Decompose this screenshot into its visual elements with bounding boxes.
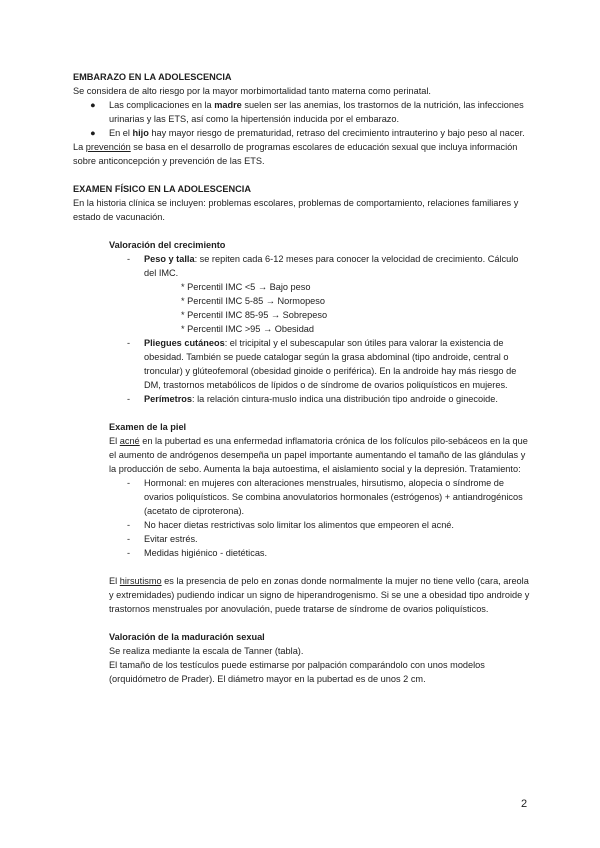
examen-intro: En la historia clínica se incluyen: problemas escolares, problemas de comportamiento, relaciones familiares y estado de vacunación. xyxy=(73,198,519,222)
section-heading-examen: EXAMEN FÍSICO EN LA ADOLESCENCIA xyxy=(73,184,251,194)
dash-marker: - xyxy=(127,254,131,264)
dash-marker: - xyxy=(127,394,131,404)
page-number: 2 xyxy=(521,798,528,810)
dash-marker: - xyxy=(127,478,131,488)
acne-underlined: acné xyxy=(119,436,140,446)
dash-marker: - xyxy=(127,520,131,530)
dash-marker: - xyxy=(127,338,131,348)
percentile-line: * Percentil IMC >95 → Obesidad xyxy=(181,324,315,334)
subheading-piel: Examen de la piel xyxy=(109,422,187,432)
dash-marker: - xyxy=(127,548,131,558)
bullet-item: ● En el hijo hay mayor riesgo de prematuridad, retraso del crecimiento intrauterino y bajo peso al nacer. xyxy=(90,128,525,138)
hirsutismo-underlined: hirsutismo xyxy=(119,576,162,586)
bullet-item: ● Las complicaciones en la madre suelen ser las anemias, los trastornos de la nutrición, las infecciones urinarias y las ETS, así como la hipertensión inducida por el embarazo. xyxy=(90,100,524,124)
percentile-line: * Percentil IMC 5-85 → Normopeso xyxy=(181,296,325,306)
maduracion-paragraph: El tamaño de los testículos puede estimarse por palpación comparándolo con unos modelos (orquidómetro de Prader). El diámetro mayor en la pubertad es de unos 2 cm. xyxy=(109,660,485,684)
prevencion-paragraph: La prevención se basa en el desarrollo de programas escolares de educación sexual que incluya información sobre anticoncepción y prevención de las ETS. xyxy=(73,142,518,166)
dash-item-tratamiento: - Evitar estrés. xyxy=(127,534,198,544)
dash-item-tratamiento: - Hormonal: en mujeres con alteraciones menstruales, hirsutismo, alopecia o síndrome de ovarios poliquísticos. Se combina anovulatorios hormonales (estrógenos) + antiandrogénicos (acetato de ciproterona). xyxy=(127,478,523,516)
acne-paragraph: El acné en la pubertad es una enfermedad inflamatoria crónica de los folículos pilo-sebáceos en la que el aumento de andrógenos desempeña un papel importante aumentando el tamaño de las glándulas y la producción de sebo. Aumenta la baja autoestima, el aislamiento social y la depresión. Tratamiento: xyxy=(109,436,528,474)
dash-item-peso: - Peso y talla: se repiten cada 6-12 meses para conocer la velocidad de crecimiento. Cálculo del IMC. xyxy=(127,254,519,278)
prevencion-underlined: prevención xyxy=(85,142,131,152)
dash-item-tratamiento: - No hacer dietas restrictivas solo limitar los alimentos que empeoren el acné. xyxy=(127,520,454,530)
embarazo-intro: Se considera de alto riesgo por la mayor morbimortalidad tanto materna como perinatal. xyxy=(73,86,431,96)
page-content xyxy=(73,70,533,686)
dash-item-tratamiento: - Medidas higiénico - dietéticas. xyxy=(127,548,268,558)
section-heading-embarazo: EMBARAZO EN LA ADOLESCENCIA xyxy=(73,72,232,82)
subheading-maduracion: Valoración de la maduración sexual xyxy=(109,632,265,642)
dash-item-pliegues: - Pliegues cutáneos: el tricipital y el subescapular son útiles para valorar la existencia de obesidad. También se puede catalogar según la grasa abdominal (tipo androide, central o troncular) y glúteofemoral (obesidad ginoide o periférica). En la androide hay más riesgo de DM, trastornos metabólicos de lípidos o de síndrome de ovarios poliquísticos en mujeres. xyxy=(127,338,517,390)
hirsutismo-paragraph: El hirsutismo es la presencia de pelo en zonas donde normalmente la mujer no tiene vello (cara, areola y extremidades) pudiendo indicar un signo de hiperandrogenismo. Si se une a obesidad tipo androide y trastornos menstruales por anovulación, puede tratarse de síndrome de ovarios poliquísticos. xyxy=(109,576,530,614)
dash-marker: - xyxy=(127,534,131,544)
bullet-icon: ● xyxy=(90,128,96,138)
maduracion-line: Se realiza mediante la escala de Tanner (tabla). xyxy=(109,646,304,656)
subheading-crecimiento: Valoración del crecimiento xyxy=(109,240,226,250)
dash-item-perimetros: - Perímetros: la relación cintura-muslo indica una distribución tipo androide o ginecoide. xyxy=(127,394,498,404)
percentile-line: * Percentil IMC 85-95 → Sobrepeso xyxy=(181,310,328,320)
percentile-line: * Percentil IMC <5 → Bajo peso xyxy=(181,282,311,292)
bullet-icon: ● xyxy=(90,100,96,110)
